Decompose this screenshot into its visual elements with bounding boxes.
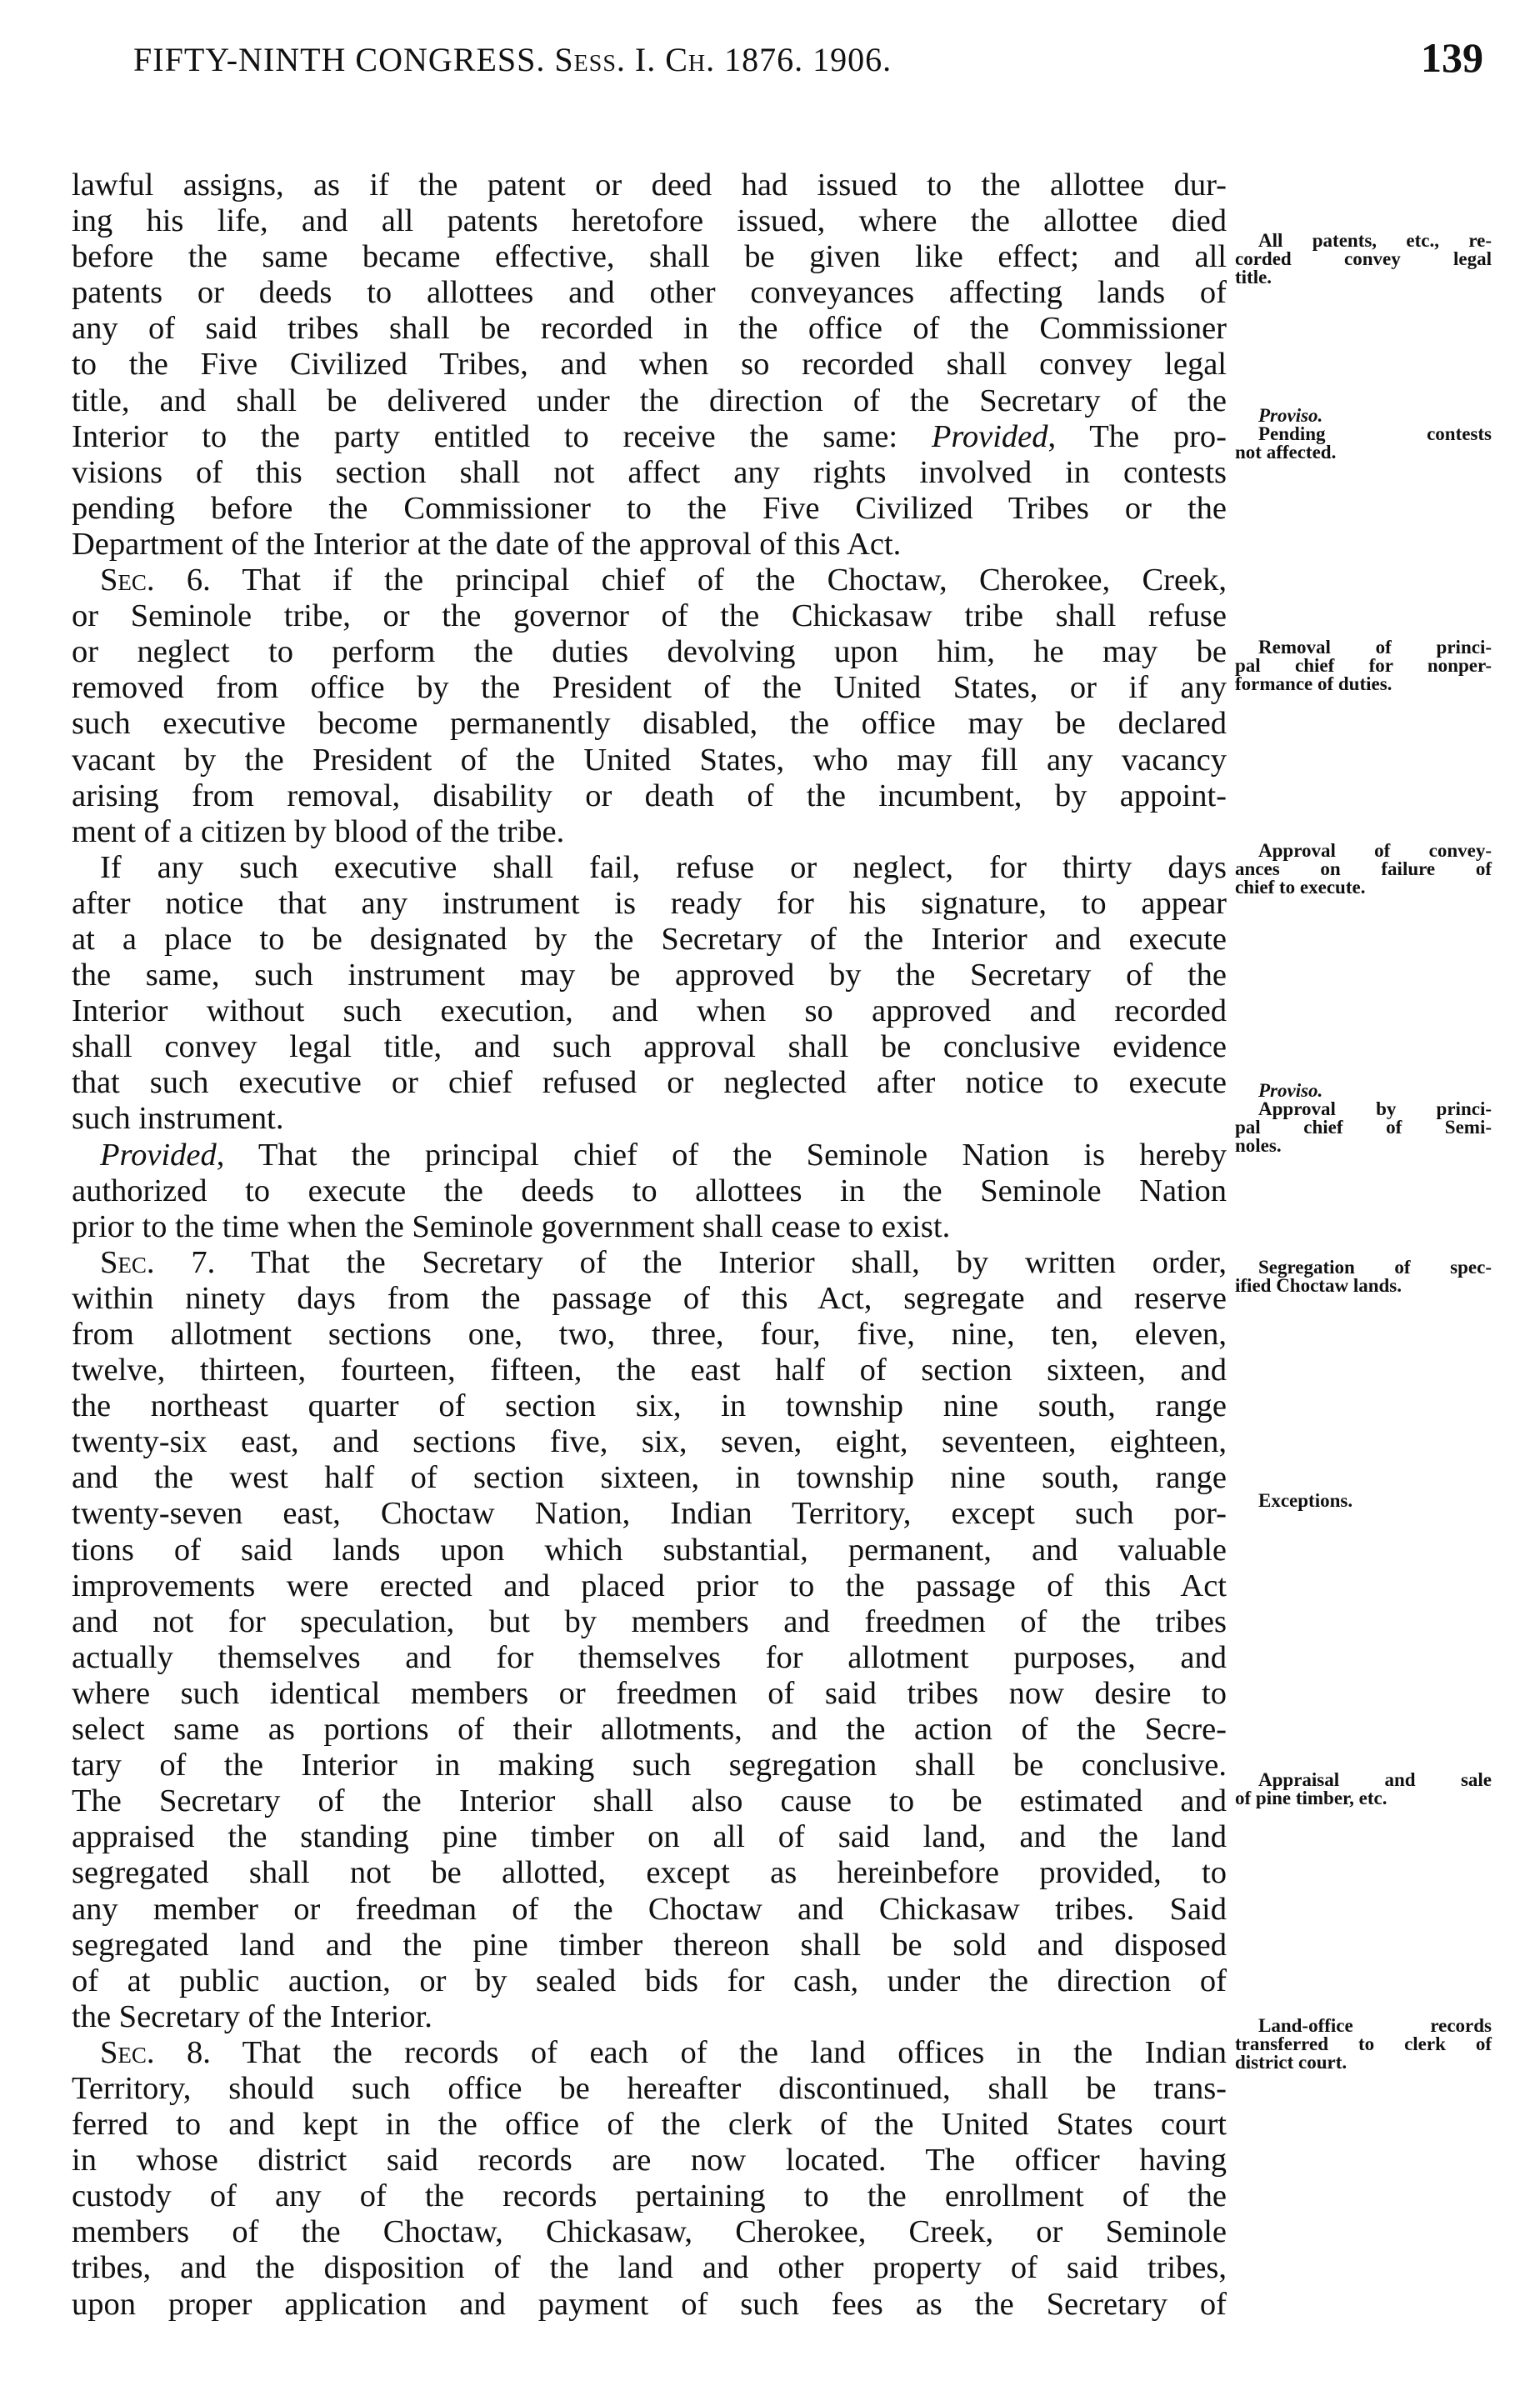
margin-note — [1235, 1771, 1492, 1808]
text-line — [72, 1819, 1227, 1855]
text-segment: , The pro- — [1048, 418, 1227, 454]
text-line — [72, 670, 1227, 706]
text-segment: within ninety days from the passage of this Act, segregate and reserve — [72, 1280, 1227, 1316]
text-line — [72, 239, 1227, 275]
text-segment: appraised the standing pine timber on all of said land, and the land — [72, 1819, 1227, 1855]
text-segment: shall convey legal title, and such approval shall be conclusive evidence — [72, 1029, 1227, 1065]
text-line — [72, 203, 1227, 239]
text-line — [72, 743, 1227, 778]
text-line — [72, 2178, 1227, 2214]
text-segment: visions of this section shall not affect any rights involved in contests — [72, 454, 1227, 490]
text-segment: authorized to execute the deeds to allottees in the Seminole Nation — [72, 1173, 1227, 1208]
text-line — [72, 347, 1227, 383]
italic-text: Provided — [100, 1137, 217, 1173]
text-segment: segregated land and the pine timber thereon shall be sold and disposed — [72, 1927, 1227, 1963]
text-line — [72, 491, 1227, 527]
margin-note-line: district court. — [1235, 2052, 1348, 2073]
text-segment: prior to the time when the Seminole government shall cease to exist. — [72, 1208, 951, 1244]
text-line — [72, 778, 1227, 814]
margin-note-line: noles. — [1235, 1135, 1282, 1156]
text-line — [72, 1783, 1227, 1819]
margin-note-line: pal chief of Semi- — [1235, 1117, 1492, 1138]
margin-note-line: Exceptions. — [1258, 1490, 1353, 1511]
text-line — [72, 2250, 1227, 2286]
margin-note-line: chief to execute. — [1235, 877, 1366, 898]
text-segment: arising from removal, disability or death of the incumbent, by appoint- — [72, 778, 1227, 813]
text-line — [72, 383, 1227, 419]
text-line — [72, 1928, 1227, 1963]
header-session: Sess. I. — [554, 41, 657, 78]
margin-note-line: Pending contests — [1258, 423, 1492, 444]
text-line — [72, 1533, 1227, 1568]
text-line — [72, 275, 1227, 311]
header-chapter: Ch. 1876. — [665, 41, 804, 78]
text-line — [72, 958, 1227, 993]
margin-note-line: transferred to clerk of — [1235, 2033, 1492, 2054]
text-segment: of at public auction, or by sealed bids for cash, under the direction of — [72, 1963, 1227, 1998]
text-segment: select same as portions of their allotments, and the action of the Secre- — [72, 1712, 1227, 1748]
margin-note-line: ances on failure of — [1235, 858, 1492, 879]
text-line — [72, 598, 1227, 634]
text-segment: upon proper application and payment of such fees as the Secretary of — [72, 2286, 1227, 2322]
text-segment: Interior to the party entitled to receive the same: — [72, 418, 932, 454]
margin-note-line: All patents, etc., re- — [1258, 230, 1492, 251]
text-segment: after notice that any instrument is ready for his signature, to appear — [72, 885, 1227, 921]
text-line — [72, 1317, 1227, 1353]
margin-note — [1235, 1082, 1492, 1155]
proviso-label: Proviso. — [1258, 1080, 1323, 1101]
margin-note-line: Approval of convey- — [1258, 840, 1492, 861]
text-segment: twenty-seven east, Choctaw Nation, Indian Territory, except such por- — [72, 1496, 1227, 1532]
text-line — [72, 1855, 1227, 1891]
text-segment: patents or deeds to allottees and other conveyances affecting lands of — [72, 275, 1227, 311]
text-segment: tions of said lands upon which substantial, permanent, and valuable — [72, 1532, 1227, 1568]
running-header — [133, 33, 1500, 83]
text-segment: to the Five Civilized Tribes, and when so recorded shall convey legal — [72, 347, 1227, 383]
text-line — [72, 1460, 1227, 1496]
text-segment: the Secretary of the Interior. — [72, 1998, 432, 2034]
text-segment: tary of the Interior in making such segregation shall be conclusive. — [72, 1748, 1227, 1783]
text-line — [72, 1245, 1227, 1281]
text-line — [72, 850, 1227, 886]
margin-note-line: Land-office records — [1258, 2015, 1492, 2036]
margin-note-line: of pine timber, etc. — [1235, 1788, 1388, 1808]
text-segment: lawful assigns, as if the patent or deed had issued to the allottee dur- — [72, 168, 1227, 203]
text-line — [72, 311, 1227, 347]
text-line — [72, 814, 1227, 850]
text-line — [72, 1209, 1227, 1245]
text-segment: and not for speculation, but by members and freedmen of the tribes — [72, 1603, 1227, 1639]
text-line — [72, 922, 1227, 958]
text-segment: and the west half of section sixteen, in township nine south, range — [72, 1460, 1227, 1496]
text-line — [72, 1424, 1227, 1460]
text-segment: any member or freedman of the Choctaw and Chickasaw tribes. Said — [72, 1891, 1227, 1927]
section-label: Sec. — [100, 563, 155, 598]
text-line — [72, 2214, 1227, 2250]
header-title — [133, 40, 892, 79]
text-segment: tribes, and the disposition of the land and other property of said tribes, — [72, 2250, 1227, 2286]
text-segment: 8. That the records of each of the land offices in the Indian — [154, 2034, 1227, 2070]
text-line — [72, 527, 1227, 563]
text-segment: or neglect to perform the duties devolving upon him, he may be — [72, 634, 1227, 670]
text-segment: the same, such instrument may be approved by the Secretary of the — [72, 958, 1227, 993]
margin-note-line: Removal of princi- — [1258, 637, 1492, 658]
text-segment: If any such executive shall fail, refuse or neglect, for thirty days — [100, 849, 1227, 885]
text-segment: ing his life, and all patents heretofore issued, where the allottee died — [72, 203, 1227, 239]
text-segment: or Seminole tribe, or the governor of the Chickasaw tribe shall refuse — [72, 598, 1227, 634]
text-segment: title, and shall be delivered under the direction of the Secretary of the — [72, 383, 1227, 418]
margin-note-line: not affected. — [1235, 442, 1337, 463]
text-line — [72, 1676, 1227, 1712]
text-line — [72, 1604, 1227, 1640]
text-line — [72, 1065, 1227, 1101]
text-segment: the northeast quarter of section six, in township nine south, range — [72, 1388, 1227, 1424]
text-line — [72, 1173, 1227, 1209]
text-line — [72, 1101, 1227, 1137]
margin-note — [1235, 1258, 1492, 1295]
text-segment: from allotment sections one, two, three, four, five, nine, ten, eleven, — [72, 1317, 1227, 1352]
text-segment: any of said tribes shall be recorded in the office of the Commissioner — [72, 311, 1227, 347]
page-number: 139 — [1421, 34, 1483, 81]
text-line — [72, 1712, 1227, 1748]
margin-note — [1235, 842, 1492, 897]
text-segment: in whose district said records are now located. The officer having — [72, 2143, 1227, 2178]
text-segment: Territory, should such office be hereafter discontinued, shall be trans- — [72, 2070, 1227, 2106]
section-label: Sec. — [100, 1244, 155, 1280]
margin-note — [1235, 1492, 1492, 1510]
text-line — [72, 886, 1227, 922]
text-line — [72, 2287, 1227, 2323]
text-line — [72, 2071, 1227, 2107]
text-line — [72, 1568, 1227, 1604]
text-segment: at a place to be designated by the Secretary of the Interior and execute — [72, 921, 1227, 957]
text-line — [72, 2035, 1227, 2071]
margin-note-line: formance of duties. — [1235, 673, 1392, 694]
margin-note — [1235, 232, 1492, 287]
text-segment: segregated shall not be allotted, except as hereinbefore provided, to — [72, 1855, 1227, 1891]
text-line — [72, 2107, 1227, 2143]
text-segment: custody of any of the records pertaining to the enrollment of the — [72, 2178, 1227, 2214]
body-text — [72, 168, 1227, 2323]
text-segment: before the same became effective, shall be given like effect; and all — [72, 239, 1227, 275]
text-line — [72, 1999, 1227, 2035]
text-segment: such executive become permanently disabled, the office may be declared — [72, 706, 1227, 742]
text-line — [72, 455, 1227, 491]
margin-note-line: title. — [1235, 267, 1272, 288]
text-segment: The Secretary of the Interior shall also cause to be estimated and — [72, 1783, 1227, 1819]
header-year: 1906. — [812, 41, 892, 78]
text-segment: , That the principal chief of the Seminole Nation is hereby — [216, 1137, 1227, 1173]
text-segment: such instrument. — [72, 1101, 284, 1137]
text-segment: Interior without such execution, and when so approved and recorded — [72, 993, 1227, 1029]
text-line — [72, 563, 1227, 598]
text-segment: that such executive or chief refused or neglected after notice to execute — [72, 1065, 1227, 1101]
text-segment: twelve, thirteen, fourteen, fifteen, the east half of section sixteen, and — [72, 1353, 1227, 1388]
text-line — [72, 1281, 1227, 1317]
text-segment: vacant by the President of the United States, who may fill any vacancy — [72, 742, 1227, 778]
margin-note-line: Segregation of spec- — [1258, 1257, 1492, 1278]
text-segment: removed from office by the President of the United States, or if any — [72, 670, 1227, 706]
text-segment: members of the Choctaw, Chickasaw, Cherokee, Creek, or Seminole — [72, 2214, 1227, 2250]
margin-note-line: corded convey legal — [1235, 248, 1492, 269]
text-line — [72, 2143, 1227, 2178]
text-line — [72, 168, 1227, 203]
margin-note — [1235, 2017, 1492, 2072]
margin-note-line: Approval by princi- — [1258, 1098, 1492, 1119]
text-line — [72, 1353, 1227, 1388]
text-line — [72, 1496, 1227, 1532]
text-segment: 7. That the Secretary of the Interior shall, by written order, — [154, 1244, 1227, 1280]
text-segment: improvements were erected and placed prior to the passage of this Act — [72, 1568, 1227, 1603]
text-segment: actually themselves and for themselves for allotment purposes, and — [72, 1639, 1227, 1675]
text-line — [72, 1029, 1227, 1065]
text-segment: ment of a citizen by blood of the tribe. — [72, 813, 565, 849]
italic-text: Provided — [931, 418, 1048, 454]
text-line — [72, 1892, 1227, 1928]
text-line — [72, 1138, 1227, 1173]
text-segment: where such identical members or freedmen of said tribes now desire to — [72, 1675, 1227, 1711]
text-segment: 6. That if the principal chief of the Choctaw, Cherokee, Creek, — [154, 563, 1227, 598]
margin-note — [1235, 407, 1492, 462]
text-segment: twenty-six east, and sections five, six, seven, eight, seventeen, eighteen, — [72, 1424, 1227, 1460]
text-line — [72, 1388, 1227, 1424]
margin-note-line: ified Choctaw lands. — [1235, 1275, 1402, 1296]
margin-note — [1235, 638, 1492, 693]
margin-note-line: Appraisal and sale — [1258, 1769, 1492, 1790]
text-segment: Department of the Interior at the date of the approval of this Act. — [72, 526, 902, 562]
section-label: Sec. — [100, 2034, 155, 2070]
text-line — [72, 634, 1227, 670]
text-line — [72, 1748, 1227, 1783]
text-line — [72, 1963, 1227, 1999]
margin-note-line: pal chief for nonper- — [1235, 655, 1492, 676]
header-congress: FIFTY-NINTH CONGRESS. — [133, 41, 546, 78]
text-segment: ferred to and kept in the office of the clerk of the United States court — [72, 2107, 1227, 2143]
text-line — [72, 1640, 1227, 1676]
text-line — [72, 419, 1227, 455]
text-line — [72, 706, 1227, 742]
text-line — [72, 993, 1227, 1029]
proviso-label: Proviso. — [1258, 405, 1323, 426]
text-segment: pending before the Commissioner to the Five Civilized Tribes or the — [72, 490, 1227, 526]
